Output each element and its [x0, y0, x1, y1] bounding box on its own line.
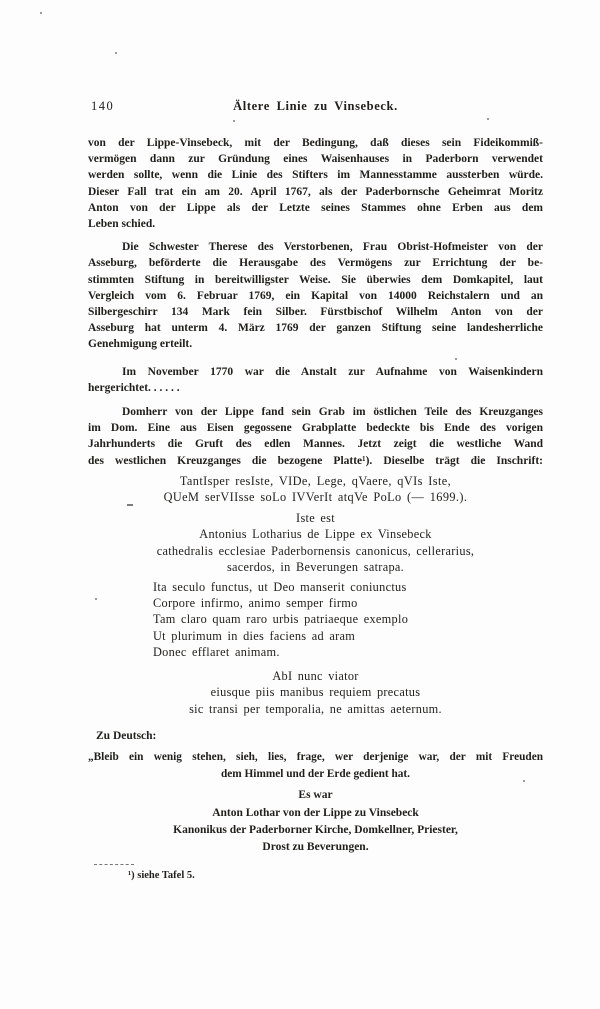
- text-line: Kanonikus der Paderborner Kirche, Domkellner, Priester,: [173, 823, 458, 836]
- text-line: Es war: [298, 788, 333, 801]
- text-line: des westlichen Kreuzganges die bezogene Platte¹). Dieselbe trägt die Inschrift:: [88, 454, 543, 467]
- page-number: 140: [91, 99, 115, 113]
- zu-deutsch-label: Zu Deutsch:: [96, 729, 157, 742]
- scan-speck: [40, 12, 42, 14]
- footnote: ¹) siehe Tafel 5.: [128, 869, 195, 881]
- text-line: Silbergeschirr 134 Mark fein Silber. Fürstbischof Wilhelm Anton von der: [88, 306, 543, 319]
- epitaph-poem: [88, 579, 543, 661]
- running-title: Ältere Linie zu Vinsebeck.: [233, 99, 398, 113]
- page-header: [88, 99, 543, 116]
- text-line: Asseburg, beförderte die Herausgabe des Vermögens zur Errichtung der be-: [88, 257, 543, 270]
- scan-speck: [523, 780, 525, 782]
- text-line: dem Himmel und der Erde gedient hat.: [220, 767, 410, 780]
- scan-speck: [115, 52, 117, 54]
- epitaph-line: Antonius Lotharius de Lippe ex Vinsebeck: [199, 527, 432, 542]
- chronogram-line: TantIsper resIste, VIDe, Lege, qVaere, qVIs Iste,: [179, 473, 452, 488]
- epitaph-identification: [88, 510, 543, 576]
- text-line: Dieser Fall trat ein am 20. April 1767, als der Paderbornsche Geheimrat Moritz: [88, 185, 543, 198]
- text-line: Anton Lothar von der Lippe zu Vinsebeck: [212, 806, 419, 819]
- scan-speck: [487, 118, 489, 120]
- text-line: Jahrhunderts die Gruft des edlen Mannes. Jetzt zeigt die westliche Wand: [88, 438, 543, 451]
- valediction-line: eiusque piis manibus requiem precatus: [210, 685, 421, 700]
- footnote-separator: [94, 864, 134, 865]
- poem-line: Corpore infirmo, animo semper firmo: [153, 596, 358, 611]
- epitaph-line: Iste est: [296, 511, 335, 526]
- chronogram: [88, 473, 543, 506]
- poem-line: Donec efflaret animam.: [153, 645, 280, 660]
- text-line: vermögen dann zur Gründung eines Waisenhauses in Paderborn verwendet: [88, 153, 543, 166]
- valediction-line: AbI nunc viator: [272, 668, 359, 683]
- text-line: Die Schwester Therese des Verstorbenen, Frau Obrist-Hofmeister von der: [122, 241, 543, 254]
- scan-speck: [455, 358, 457, 360]
- poem-line: Ut plurimum in dies faciens ad aram: [153, 628, 356, 643]
- epitaph-line: cathedralis ecclesiae Paderbornensis canonicus, cellerarius,: [156, 543, 475, 558]
- text-line: hergerichtet. . . . . .: [88, 381, 180, 394]
- scan-speck: [95, 598, 97, 600]
- scan-speck: [233, 120, 235, 122]
- paragraph-fideikommiss: [88, 135, 543, 232]
- text-line: Im November 1770 war die Anstalt zur Aufnahme von Waisenkindern: [122, 365, 543, 378]
- text-line: Asseburg hat unterm 4. März 1769 der ganzen Stiftung seine landesherrliche: [88, 322, 543, 335]
- valediction-line: sic transi per temporalia, ne amittas aeternum.: [189, 701, 442, 716]
- epitaph-valediction: [88, 668, 543, 717]
- scan-speck: [127, 504, 133, 506]
- text-line: Leben schied.: [88, 218, 156, 231]
- text-line: von der Lippe-Vinsebeck, mit der Bedingung, daß dieses sein Fideikommiß-: [88, 137, 543, 149]
- text-line: Vergleich vom 6. Februar 1769, ein Kapital von 14000 Reichstalern und an: [88, 289, 543, 302]
- epitaph-line: sacerdos, in Beverungen satrapa.: [226, 560, 405, 575]
- paragraph-stiftung: [88, 239, 543, 352]
- text-line: „Bleib ein wenig stehen, sieh, lies, frage, wer derjenige war, der mit Freuden: [88, 751, 543, 764]
- paragraph-anstalt: [88, 364, 543, 396]
- text-line: Anton von der Lippe als der Letzte seines Stammes ohne Erben aus dem: [88, 201, 543, 214]
- text-line: stimmten Stiftung in bereitwilligster Weise. Sie überwies dem Domkapitel, laut: [88, 273, 543, 286]
- text-line: im Dom. Eine aus Eisen gegossene Grabplatte bedeckte bis Ende des vorigen: [88, 422, 543, 435]
- poem-line: Ita seculo functus, ut Deo manserit coniunctus: [153, 579, 407, 594]
- text-line: Genehmigung erteilt.: [88, 338, 193, 351]
- chronogram-line: QUeM serVIIsse soLo IVVerIt atqVe PoLo (— 1699.).: [163, 490, 468, 505]
- text-line: werden sollte, wenn die Linie des Stifters im Mannesstamme aussterben würde.: [88, 169, 543, 182]
- poem-line: Tam claro quam raro urbis patriaeque exemplo: [153, 612, 409, 627]
- german-epitaph-center: [88, 787, 543, 856]
- german-translation: [88, 749, 543, 782]
- text-line: Drost zu Beverungen.: [262, 840, 369, 853]
- text-line: Domherr von der Lippe fand sein Grab im östlichen Teile des Kreuzganges: [122, 406, 543, 419]
- paragraph-grabplatte: [88, 404, 543, 469]
